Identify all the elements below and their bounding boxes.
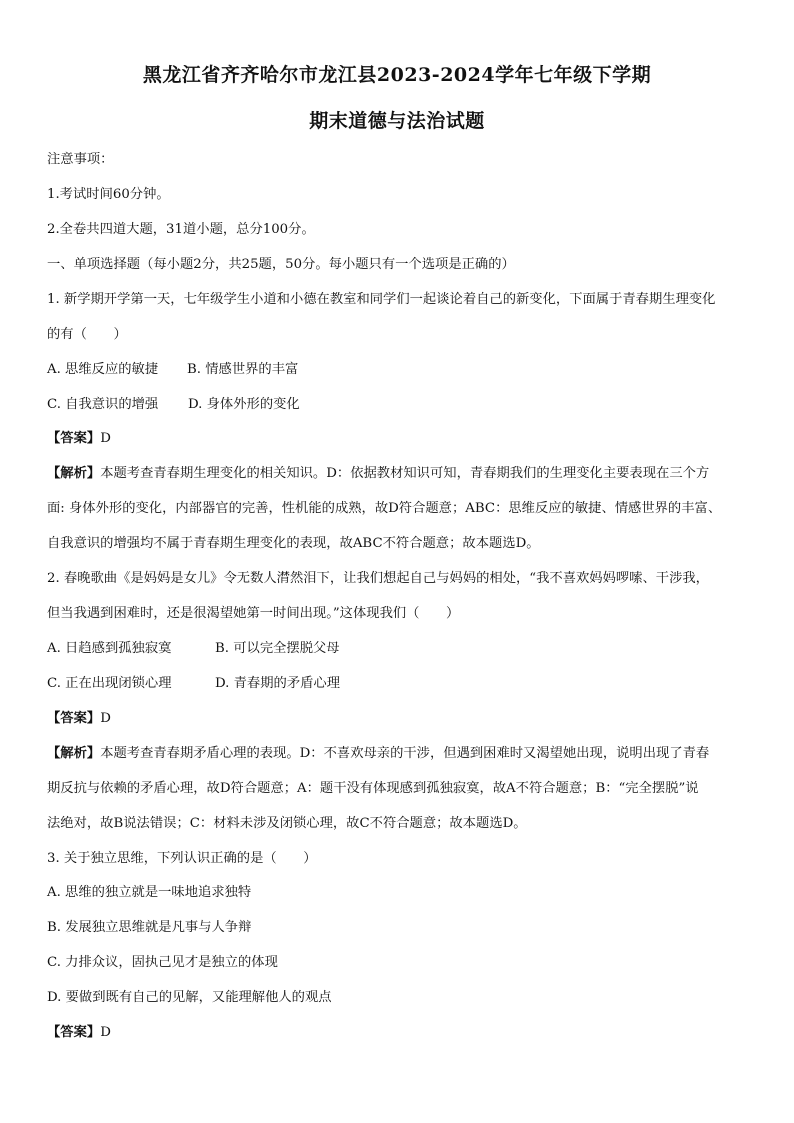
question-stem: 的有（ ） — [47, 327, 127, 342]
question-stem: 3. 关于独立思维，下列认识正确的是（ ） — [47, 851, 317, 866]
answer-line — [47, 710, 111, 728]
page-subtitle: 期末道德与法治试题 — [309, 110, 485, 132]
analysis-text: 本题考查青春期矛盾心理的表现。D：不喜欢母亲的干涉，但遇到困难时又渴望她出现，说明出现了青春 — [100, 746, 710, 761]
option-c: C. 正在出现闭锁心理 — [47, 676, 172, 691]
option-b: B. 可以完全摆脱父母 — [215, 641, 340, 656]
notice-heading: 注意事项： — [47, 152, 114, 167]
analysis-text: 期反抗与依赖的矛盾心理，故D符合题意；A：题干没有体现感到孤独寂寞，故A不符合题意；B：“完全摆脱”说 — [47, 781, 699, 796]
notice-item: 1.考试时间60分钟。 — [47, 187, 170, 202]
answer-tag: 【答案】 — [47, 711, 101, 726]
analysis-line — [47, 745, 709, 763]
option-row — [47, 675, 340, 693]
answer-value: D — [100, 431, 111, 446]
option-b: B. 情感世界的丰富 — [187, 362, 299, 377]
section-heading: 一、单项选择题（每小题2分，共25题，50分。每小题只有一个选项是正确的） — [47, 257, 515, 272]
option-d: D. 青春期的矛盾心理 — [215, 676, 341, 691]
analysis-text: 法绝对，故B说法错误；C：材料未涉及闭锁心理，故C不符合题意；故本题选D。 — [47, 816, 527, 831]
option-c: C. 力排众议，固执己见才是独立的体现 — [47, 955, 278, 970]
answer-line — [47, 430, 111, 448]
answer-tag: 【答案】 — [47, 431, 101, 446]
answer-line — [47, 1024, 111, 1042]
option-row — [47, 396, 300, 414]
analysis-text: 本题考查青春期生理变化的相关知识。D：依据教材知识可知，青春期我们的生理变化主要表现在三个方 — [100, 466, 710, 481]
page-title: 黑龙江省齐齐哈尔市龙江县2023-2024学年七年级下学期 — [142, 64, 652, 86]
answer-value: D — [100, 711, 111, 726]
option-row — [47, 361, 298, 379]
option-a: A. 思维反应的敏捷 — [47, 362, 159, 377]
analysis-tag: 【解析】 — [47, 466, 101, 481]
question-stem: 1. 新学期开学第一天，七年级学生小道和小德在教室和同学们一起谈论着自己的新变化，下面属于青春期生理变化 — [47, 292, 716, 307]
option-c: C. 自我意识的增强 — [47, 397, 159, 412]
analysis-line — [47, 465, 709, 483]
question-stem: 但当我遇到困难时，还是很渴望她第一时间出现。”这体现我们（ ） — [47, 606, 460, 621]
option-b: B. 发展独立思维就是凡事与人争辩 — [47, 920, 252, 935]
question-stem: 2. 春晚歌曲《是妈妈是女儿》令无数人潸然泪下，让我们想起自己与妈妈的相处，“我不喜欢妈妈啰嗦、干涉我， — [47, 571, 709, 586]
analysis-text: 自我意识的增强均不属于青春期生理变化的表现，故ABC不符合题意；故本题选D。 — [47, 536, 540, 551]
option-a: A. 日趋感到孤独寂寞 — [47, 641, 172, 656]
option-a: A. 思维的独立就是一味地追求独特 — [47, 885, 252, 900]
option-d: D. 身体外形的变化 — [188, 397, 300, 412]
answer-tag: 【答案】 — [47, 1025, 101, 1040]
option-row — [47, 640, 340, 658]
analysis-text: 面: 身体外形的变化，内部器官的完善，性机能的成熟，故D符合题意；ABC：思维反应的敏捷、情感世界的丰富、 — [47, 501, 722, 516]
answer-value: D — [100, 1025, 111, 1040]
option-d: D. 要做到既有自己的见解，又能理解他人的观点 — [47, 990, 332, 1005]
notice-item: 2.全卷共四道大题，31道小题，总分100分。 — [47, 222, 315, 237]
analysis-tag: 【解析】 — [47, 746, 101, 761]
